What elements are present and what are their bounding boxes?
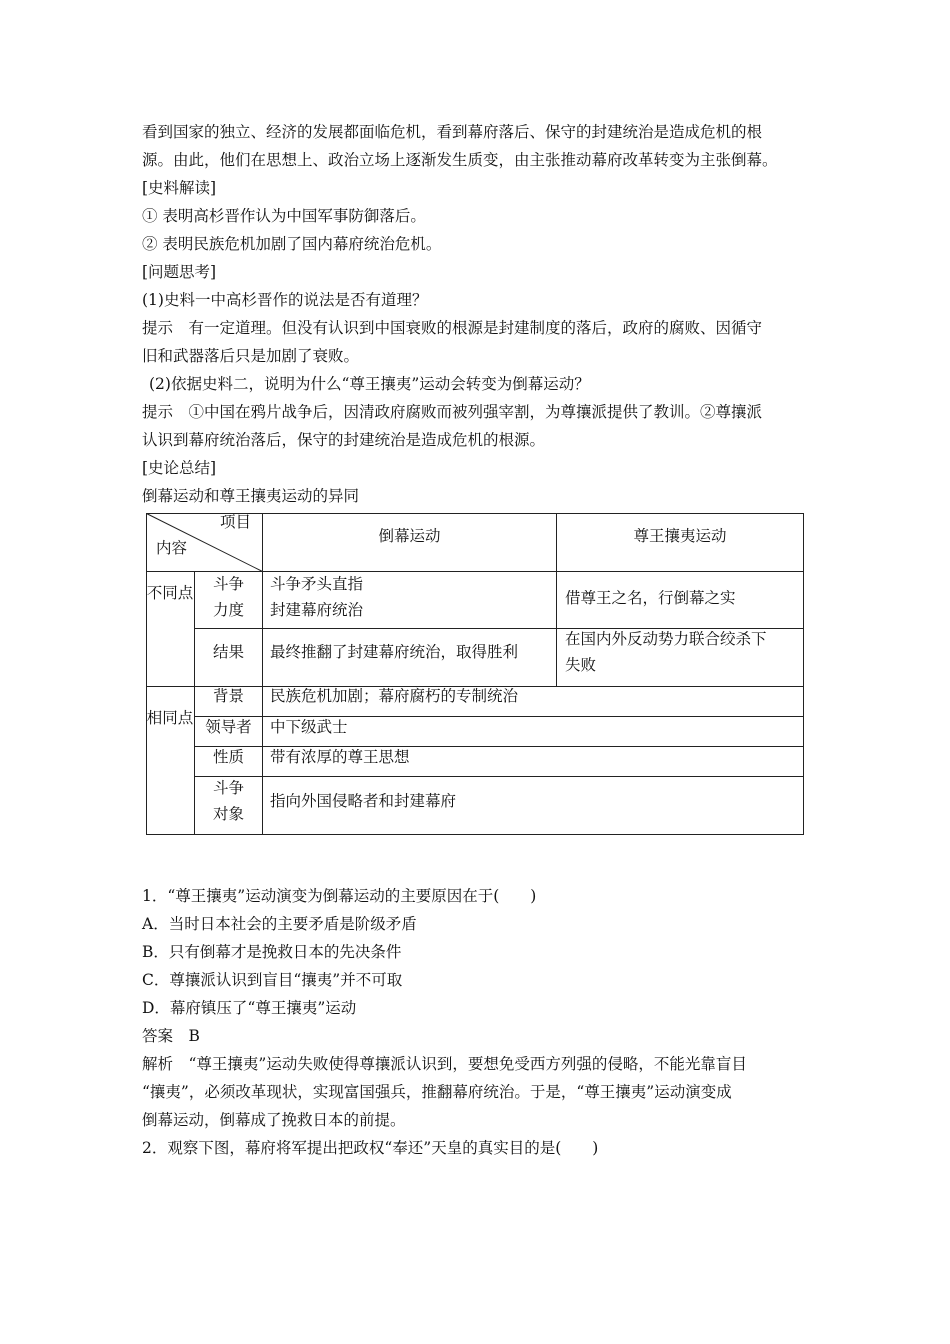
analysis-text: “攘夷”，必须改革现状，实现富国强兵，推翻幕府统治。于是，“尊王攘夷”运动演变成: [142, 1083, 732, 1101]
hint-text: 提示 有一定道理。但没有认识到中国衰败的根源是封建制度的落后，政府的腐败、因循守: [142, 319, 763, 337]
intro-line: 源。由此，他们在思想上、政治立场上逐渐发生质变，由主张推动幕府改革转变为主张倒幕。: [142, 151, 778, 169]
section-heading-thinking: [问题思考]: [142, 263, 217, 281]
comparison-table: [146, 513, 804, 835]
option-d: D．幕府镇压了“尊王攘夷”运动: [142, 999, 357, 1017]
reading-item: ② 表明民族危机加剧了国内幕府统治危机。: [142, 235, 442, 253]
row-label: 性质: [212, 748, 244, 766]
intro-line: 看到国家的独立、经济的发展都面临危机，看到幕府落后、保守的封建统治是造成危机的根: [142, 123, 763, 141]
analysis-text: 解析 “尊王攘夷”运动失败使得尊攘派认识到，要想免受西方列强的侵略，不能光靠盲目: [142, 1055, 747, 1073]
table-cell: 封建幕府统治: [270, 601, 364, 619]
option-c: C．尊攘派认识到盲目“攘夷”并不可取: [142, 971, 403, 989]
hint-text: 旧和武器落后只是加剧了衰败。: [142, 347, 360, 365]
hint-text: 提示 ①中国在鸦片战争后，因清政府腐败而被列强宰割，为尊攘派提供了教训。②尊攘派: [142, 403, 763, 421]
section-heading-summary: [史论总结]: [142, 459, 217, 477]
row-label: 力度: [212, 601, 244, 619]
corner-label-content: 内容: [156, 539, 188, 557]
table-cell: 民族危机加剧；幕府腐朽的专制统治: [270, 687, 519, 705]
row-label: 领导者: [205, 718, 252, 736]
table-cell: 最终推翻了封建幕府统治，取得胜利: [270, 643, 519, 661]
answer-text: 答案 B: [142, 1027, 200, 1045]
reading-item: ① 表明高杉晋作认为中国军事防御落后。: [142, 207, 426, 225]
column-header: 倒幕运动: [378, 527, 441, 545]
question-stem: 1．“尊王攘夷”运动演变为倒幕运动的主要原因在于( ): [142, 887, 537, 905]
table-cell: 中下级武士: [270, 718, 348, 736]
table-cell: 在国内外反动势力联合绞杀下: [565, 630, 767, 648]
row-label: 结果: [212, 643, 244, 661]
row-label: 斗争: [212, 575, 244, 593]
row-label: 对象: [212, 805, 244, 823]
question-text: (1)史料一中高杉晋作的说法是否有道理？: [142, 291, 428, 309]
table-title: 倒幕运动和尊王攘夷运动的异同: [142, 487, 360, 505]
option-a: A．当时日本社会的主要矛盾是阶级矛盾: [142, 915, 417, 933]
row-label: 背景: [212, 687, 244, 705]
table-cell: 带有浓厚的尊王思想: [270, 748, 410, 766]
group-label-same: 相同点: [146, 709, 194, 727]
table-cell: 斗争矛头直指: [270, 575, 364, 593]
table-cell: 指向外国侵略者和封建幕府: [270, 792, 457, 810]
section-heading-reading: [史料解读]: [142, 179, 217, 197]
analysis-text: 倒幕运动，倒幕成了挽救日本的前提。: [142, 1111, 406, 1129]
group-label-different: 不同点: [146, 584, 194, 602]
table-cell: 借尊王之名，行倒幕之实: [565, 589, 736, 607]
table-cell: 失败: [565, 656, 597, 674]
question-stem: 2．观察下图，幕府将军提出把政权“奉还”天皇的真实目的是( ): [142, 1139, 599, 1157]
row-label: 斗争: [212, 779, 244, 797]
column-header: 尊王攘夷运动: [633, 527, 727, 545]
corner-label-item: 项目: [220, 513, 252, 531]
option-b: B．只有倒幕才是挽救日本的先决条件: [142, 943, 402, 961]
hint-text: 认识到幕府统治落后，保守的封建统治是造成危机的根源。: [142, 431, 546, 449]
question-text: (2)依据史料二，说明为什么“尊王攘夷”运动会转变为倒幕运动？: [149, 375, 590, 393]
